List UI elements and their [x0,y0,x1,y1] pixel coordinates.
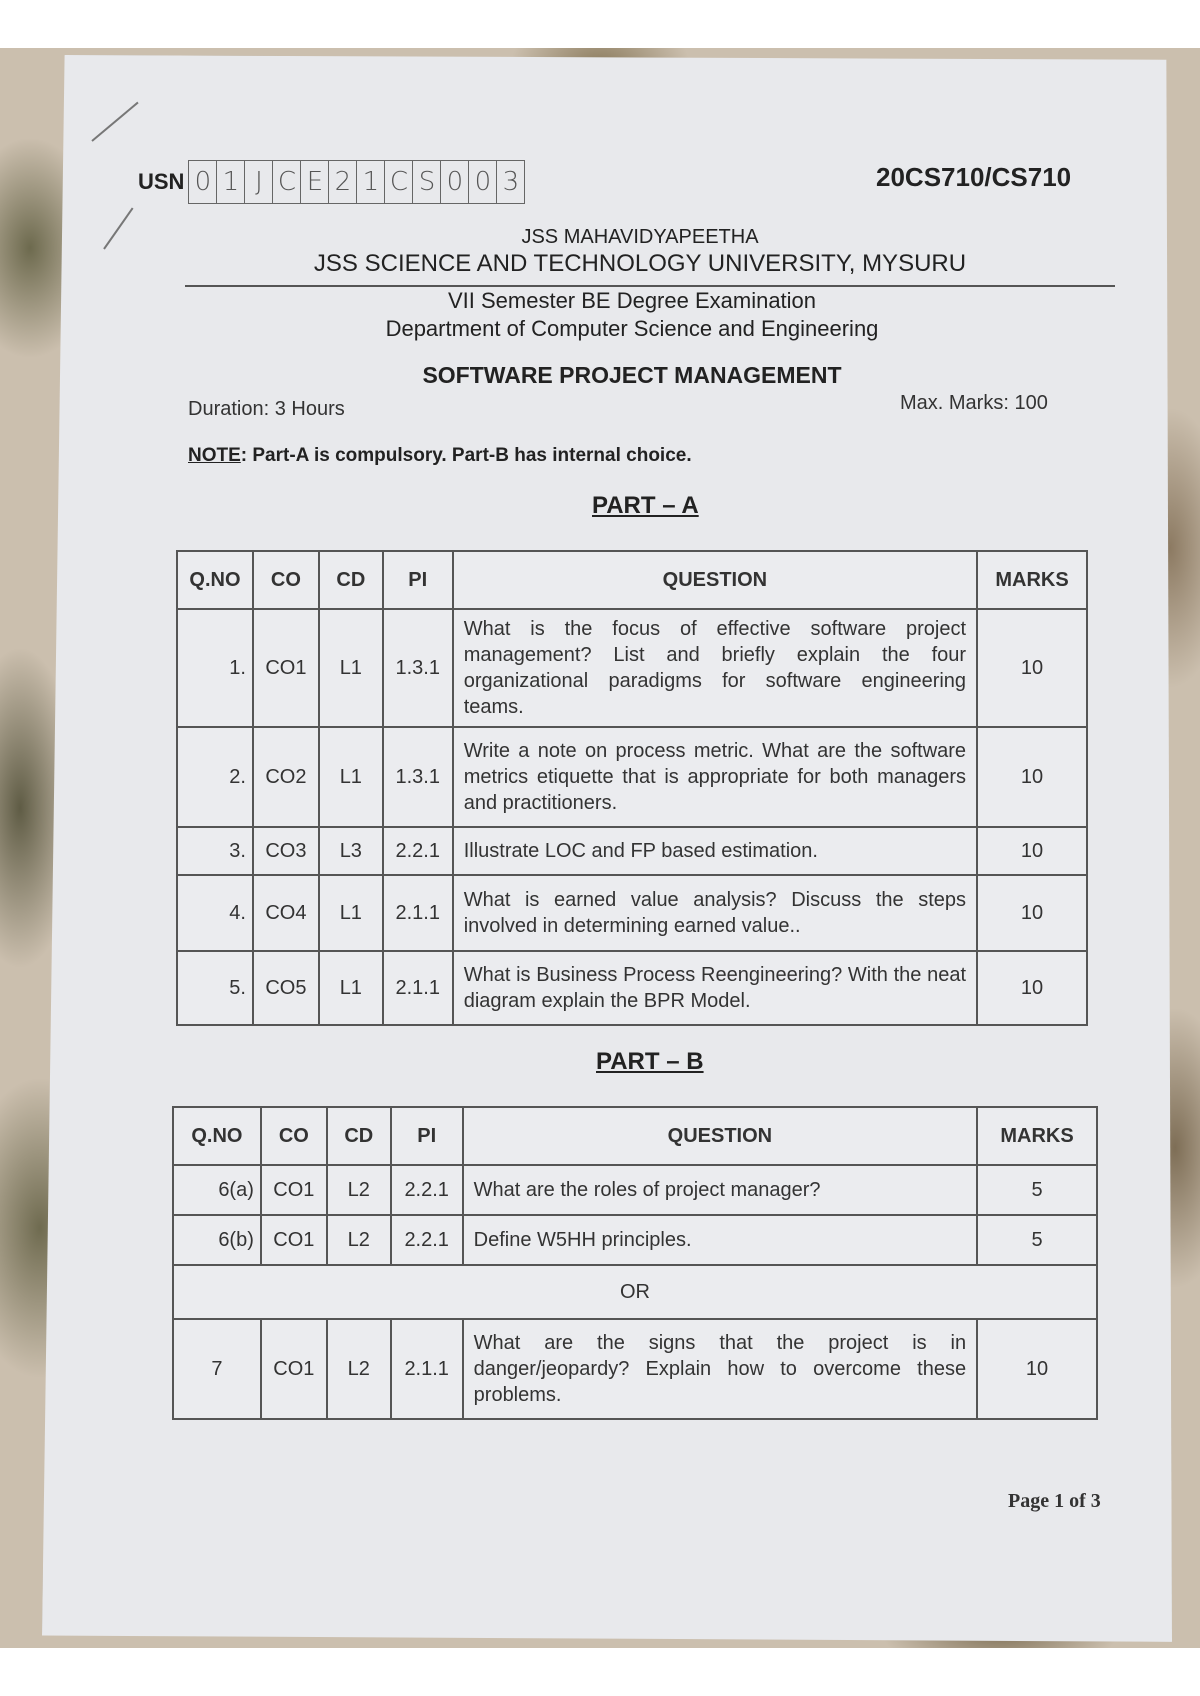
question-cell: What is earned value analysis? Discuss the steps involved in determining earned value.. [453,875,977,951]
pi-cell: 2.1.1 [391,1319,463,1419]
marks-cell: 5 [977,1215,1097,1265]
pi-cell: 1.3.1 [383,727,453,827]
qno-cell: 6(a) [173,1165,261,1215]
table-row [173,1319,1097,1419]
col-question-header: QUESTION [453,551,977,609]
table-row [173,1215,1097,1265]
col-qno-header: Q.NO [173,1107,261,1165]
cd-cell: L2 [327,1165,391,1215]
table-row [177,727,1087,827]
usn-cell: J [245,161,273,203]
co-cell: CO1 [261,1165,327,1215]
question-cell: What is the focus of effective software project management? List and briefly explain the four organizational paradigms for software engineering teams. [453,609,977,727]
max-marks: Max. Marks: 100 [900,392,1048,414]
part-a-heading: PART – A [592,492,699,519]
pi-cell: 2.2.1 [383,827,453,875]
co-cell: CO4 [253,875,319,951]
qno-cell: 7 [173,1319,261,1419]
marks-cell: 10 [977,827,1087,875]
col-pi-header: PI [383,551,453,609]
question-cell: What are the signs that the project is in danger/jeopardy? Explain how to overcome these problems. [463,1319,977,1419]
cd-cell: L2 [327,1319,391,1419]
part-a-table [176,550,1088,1026]
qno-cell: 2. [177,727,253,827]
qno-cell: 5. [177,951,253,1025]
table-row [177,951,1087,1025]
qno-cell: 4. [177,875,253,951]
or-row [173,1265,1097,1319]
pi-cell: 2.2.1 [391,1215,463,1265]
co-cell: CO1 [253,609,319,727]
col-marks-header: MARKS [977,1107,1097,1165]
question-cell: Define W5HH principles. [463,1215,977,1265]
department-line: Department of Computer Science and Engineering [385,316,879,341]
part-b-table [172,1106,1098,1420]
usn-cells [188,160,525,204]
cd-cell: L1 [319,875,383,951]
co-cell: CO3 [253,827,319,875]
usn-cell: 1 [217,161,245,203]
usn-label: USN [138,169,185,194]
table-row [177,875,1087,951]
table-row [177,827,1087,875]
page-number: Page 1 of 3 [1008,1490,1101,1512]
usn-cell: 0 [441,161,469,203]
qno-cell: 1. [177,609,253,727]
pi-cell: 2.2.1 [391,1165,463,1215]
marks-cell: 10 [977,1319,1097,1419]
col-marks-header: MARKS [977,551,1087,609]
usn-cell: C [273,161,301,203]
marks-cell: 10 [977,951,1087,1025]
question-cell: What are the roles of project manager? [463,1165,977,1215]
col-question-header: QUESTION [463,1107,977,1165]
co-cell: CO1 [261,1319,327,1419]
part-b-heading: PART – B [596,1048,704,1075]
table-header-row [173,1107,1097,1165]
usn-cell: 3 [502,167,520,197]
subject-title: SOFTWARE PROJECT MANAGEMENT [422,362,842,388]
usn-cell: E [301,161,329,203]
institution-parent: JSS MAHAVIDYAPEETHA [521,226,759,248]
usn-cell: 0 [469,161,497,203]
co-cell: CO5 [253,951,319,1025]
marks-cell: 10 [977,875,1087,951]
university-name: JSS SCIENCE AND TECHNOLOGY UNIVERSITY, MYSURU [313,250,967,277]
co-cell: CO2 [253,727,319,827]
header-divider [185,285,1115,287]
cd-cell: L2 [327,1215,391,1265]
question-cell: Write a note on process metric. What are the software metrics etiquette that is appropriate for both managers and practitioners. [453,727,977,827]
cd-cell: L3 [319,827,383,875]
note [188,445,692,467]
col-co-header: CO [253,551,319,609]
col-co-header: CO [261,1107,327,1165]
co-cell: CO1 [261,1215,327,1265]
table-header-row [177,551,1087,609]
col-cd-header: CD [327,1107,391,1165]
note-label: NOTE [188,445,241,466]
usn-cell: S [413,161,441,203]
usn-cell: 2 [329,161,357,203]
question-cell: Illustrate LOC and FP based estimation. [453,827,977,875]
usn-cell: C [385,161,413,203]
qno-cell: 3. [177,827,253,875]
question-cell: What is Business Process Reengineering? With the neat diagram explain the BPR Model. [453,951,977,1025]
col-qno-header: Q.NO [177,551,253,609]
table-row [177,609,1087,727]
or-divider: OR [173,1265,1097,1319]
paper-code: 20CS710/CS710 [876,162,1072,192]
usn-box [138,160,525,204]
marks-cell: 10 [977,609,1087,727]
note-text: : Part-A is compulsory. Part-B has internal choice. [240,445,692,466]
col-pi-header: PI [391,1107,463,1165]
table-row [173,1165,1097,1215]
semester-line: VII Semester BE Degree Examination [447,288,817,313]
pi-cell: 2.1.1 [383,875,453,951]
col-cd-header: CD [319,551,383,609]
cd-cell: L1 [319,951,383,1025]
pi-cell: 2.1.1 [383,951,453,1025]
marks-cell: 10 [977,727,1087,827]
cd-cell: L1 [319,609,383,727]
marks-cell: 5 [977,1165,1097,1215]
pi-cell: 1.3.1 [383,609,453,727]
usn-cell: 0 [189,161,217,203]
duration: Duration: 3 Hours [188,398,345,420]
cd-cell: L1 [319,727,383,827]
qno-cell: 6(b) [173,1215,261,1265]
usn-cell: 1 [357,161,385,203]
